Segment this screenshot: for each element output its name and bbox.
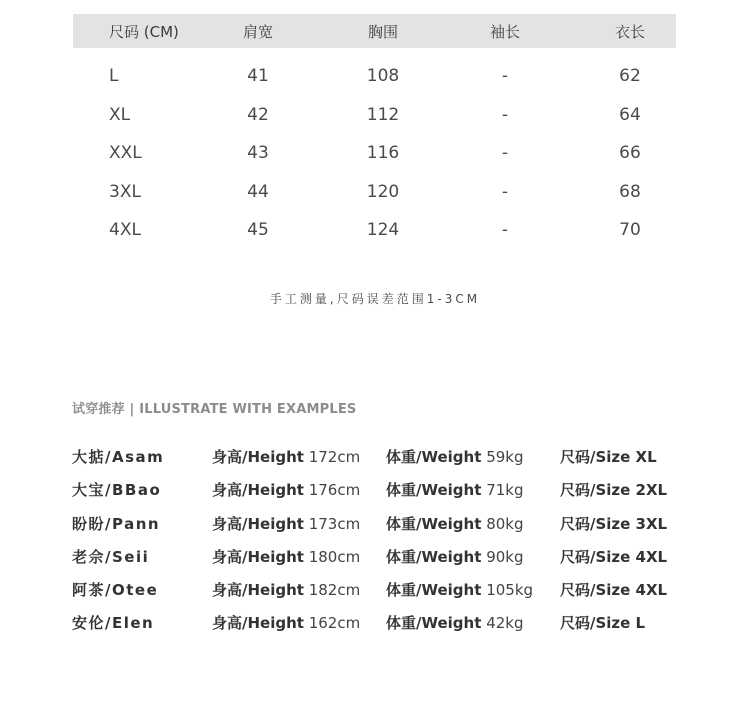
weight-label: 体重/Weight [386, 448, 482, 466]
table-row [73, 216, 676, 255]
weight-label: 体重/Weight [386, 614, 482, 633]
weight-value: 42kg [486, 614, 524, 633]
cell-chest: 124 [366, 220, 400, 240]
height-value: 176cm [308, 481, 361, 500]
size-table [73, 14, 676, 240]
size-value: 尺码/Size L [560, 614, 646, 633]
cell-length: 62 [619, 66, 641, 86]
weight-value: 80kg [486, 514, 524, 533]
cell-shoulder: 43 [247, 143, 269, 163]
height-value: 182cm [308, 581, 361, 600]
height-value: 173cm [308, 514, 361, 533]
list-item [72, 513, 712, 546]
height-label: 身高/Height [212, 514, 304, 533]
header-shoulder: 肩宽 [242, 23, 273, 41]
cell-size: 4XL [109, 220, 141, 240]
cell-size: XXL [109, 143, 142, 163]
list-item [72, 612, 712, 645]
table-row [73, 178, 676, 217]
height-label: 身高/Height [212, 481, 304, 500]
list-item [72, 579, 712, 612]
weight-label: 体重/Weight [386, 481, 482, 500]
weight-value: 59kg [486, 448, 524, 466]
size-value: 尺码/Size XL [560, 448, 657, 466]
list-item [72, 446, 712, 479]
cell-chest: 116 [366, 143, 400, 163]
cell-sleeve: - [501, 66, 509, 86]
cell-length: 66 [619, 143, 641, 163]
cell-size: 3XL [109, 181, 141, 202]
model-name: 盼盼/Pann [72, 514, 161, 533]
size-value: 尺码/Size 3XL [560, 514, 668, 533]
cell-chest: 108 [366, 66, 400, 86]
examples-list [72, 446, 712, 646]
size-table-header [73, 14, 676, 48]
header-sleeve: 袖长 [489, 23, 520, 41]
cell-size: XL [109, 104, 131, 125]
weight-value: 71kg [486, 481, 524, 500]
model-name: 老佘/Seii [72, 547, 150, 566]
weight-value: 90kg [486, 547, 524, 566]
table-row [73, 139, 676, 178]
examples-title: 试穿推荐 | ILLUSTRATE WITH EXAMPLES [72, 402, 357, 417]
cell-sleeve: - [501, 181, 509, 202]
size-value: 尺码/Size 4XL [560, 547, 668, 566]
table-row [73, 101, 676, 140]
measurement-note: 手工测量,尺码误差范围1-3CM [269, 292, 481, 306]
cell-shoulder: 44 [247, 181, 269, 202]
weight-label: 体重/Weight [386, 514, 482, 533]
model-name: 大掂/Asam [72, 448, 165, 466]
size-value: 尺码/Size 4XL [560, 581, 668, 600]
cell-size: L [109, 66, 119, 86]
cell-shoulder: 45 [247, 220, 269, 240]
cell-sleeve: - [501, 143, 509, 163]
height-label: 身高/Height [212, 547, 304, 566]
model-name: 阿茶/Otee [72, 581, 159, 600]
cell-length: 70 [619, 220, 641, 240]
height-value: 180cm [308, 547, 361, 566]
list-item [72, 546, 712, 579]
height-label: 身高/Height [212, 614, 304, 633]
cell-length: 68 [619, 181, 641, 202]
header-length: 衣长 [614, 23, 645, 41]
weight-value: 105kg [486, 581, 534, 600]
cell-shoulder: 41 [247, 66, 269, 86]
cell-length: 64 [619, 104, 641, 125]
list-item [72, 479, 712, 512]
header-chest: 胸围 [367, 23, 398, 41]
model-name: 安伦/Elen [72, 614, 155, 633]
height-label: 身高/Height [212, 581, 304, 600]
height-value: 162cm [308, 614, 361, 633]
size-table-body [73, 62, 676, 255]
header-size: 尺码 (CM) [109, 23, 179, 41]
cell-chest: 112 [366, 104, 400, 125]
height-value: 172cm [308, 448, 361, 466]
cell-shoulder: 42 [247, 104, 269, 125]
weight-label: 体重/Weight [386, 547, 482, 566]
cell-chest: 120 [366, 181, 400, 202]
table-row [73, 62, 676, 101]
cell-sleeve: - [501, 220, 509, 240]
weight-label: 体重/Weight [386, 581, 482, 600]
model-name: 大宝/BBao [72, 481, 162, 500]
cell-sleeve: - [501, 104, 509, 125]
height-label: 身高/Height [212, 448, 304, 466]
size-value: 尺码/Size 2XL [560, 481, 668, 500]
